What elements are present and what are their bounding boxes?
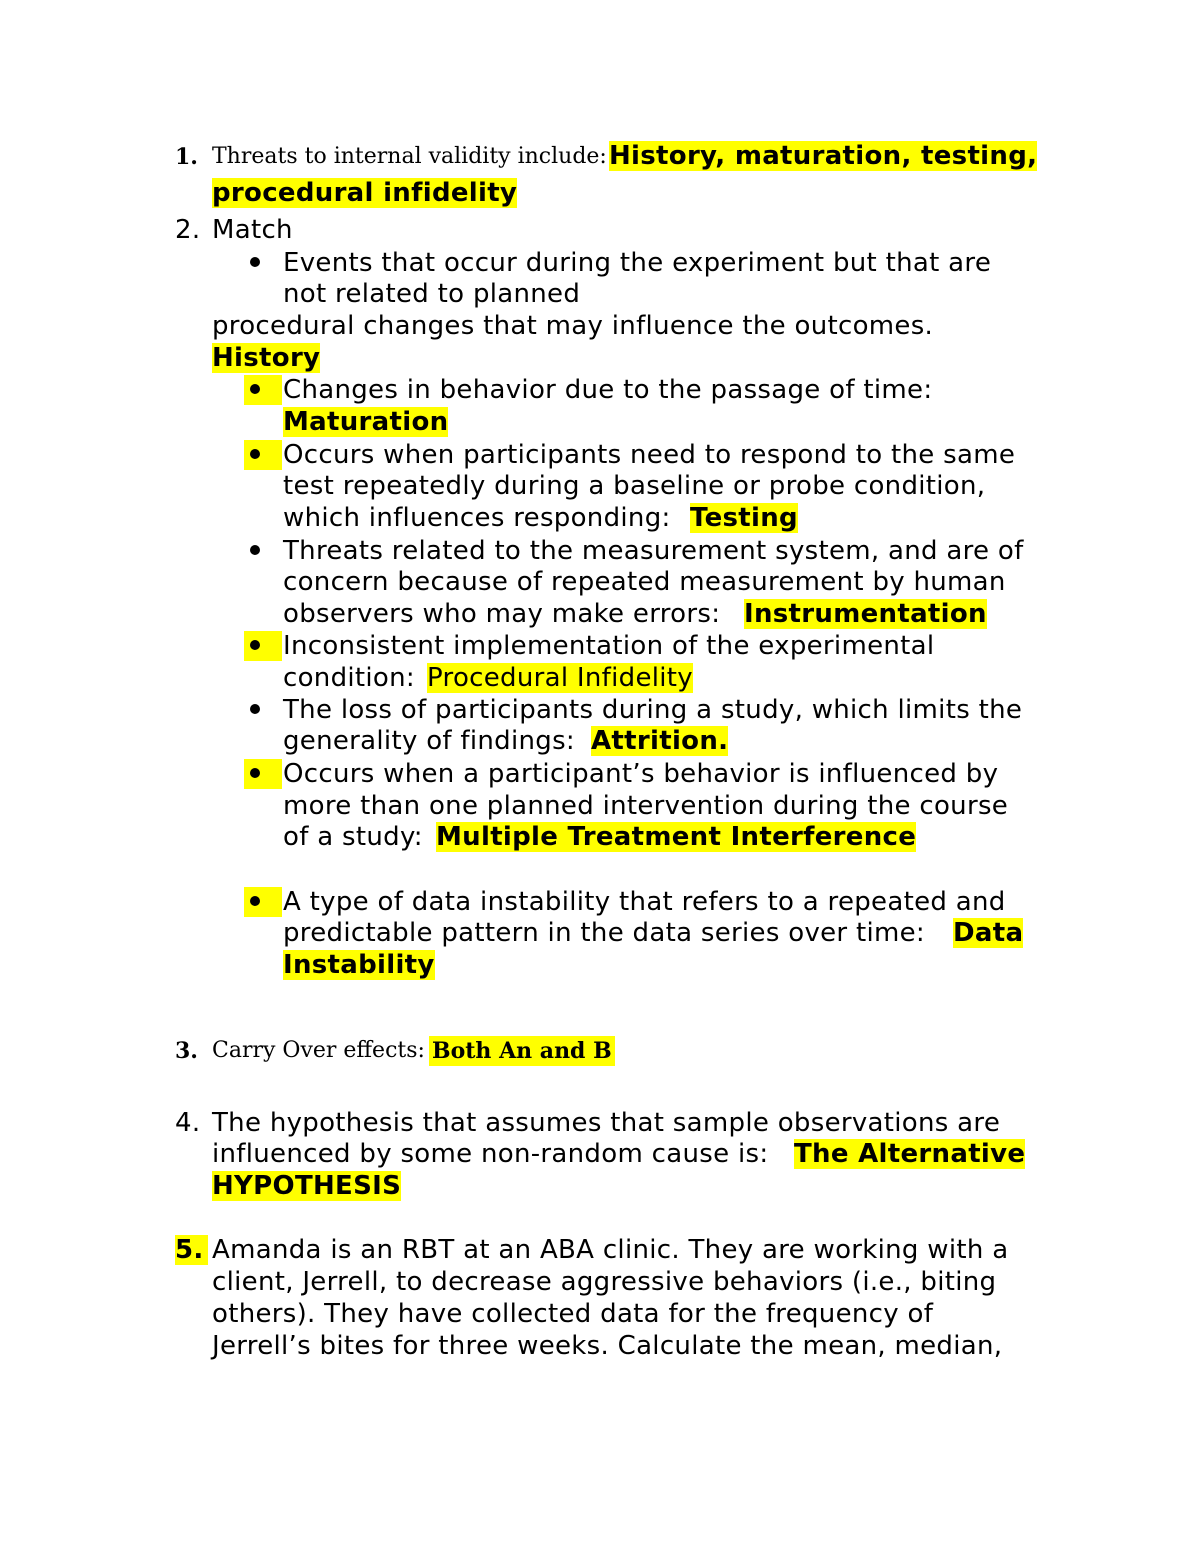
answer-highlight: Instrumentation — [744, 599, 987, 629]
answer-highlight: History, maturation, testing, — [609, 141, 1038, 171]
question-number: 1. — [175, 144, 198, 170]
bullet-icon — [244, 248, 282, 278]
item-text: Occurs when a participant’s behavior is influenced by — [283, 759, 999, 789]
bullet-icon — [244, 375, 282, 405]
item-text: condition: — [283, 663, 415, 693]
answer-highlight: Testing — [690, 503, 798, 533]
question-prompt: Carry Over effects: — [212, 1038, 425, 1063]
answer-highlight: Attrition. — [591, 726, 729, 756]
question-text: The hypothesis that assumes that sample observations are — [212, 1108, 1001, 1138]
question-number: 4. — [175, 1108, 201, 1138]
item-text: generality of findings: — [283, 726, 575, 756]
question-text: Amanda is an RBT at an ABA clinic. They are working with a — [212, 1235, 1009, 1265]
question-number: 2. — [175, 215, 201, 245]
bullet-icon — [244, 887, 282, 917]
item-text: of a study: — [283, 822, 423, 852]
item-text: test repeatedly during a baseline or probe condition, — [283, 471, 986, 501]
item-text: concern because of repeated measurement by human — [283, 567, 1006, 597]
answer-highlight: Both An and B — [429, 1036, 615, 1066]
item-text: Events that occur during the experiment but that are — [283, 248, 992, 278]
question-text: Jerrell’s bites for three weeks. Calculate the mean, median, — [212, 1331, 1003, 1361]
question-number: 5. — [175, 1235, 208, 1265]
answer-highlight: Procedural Infidelity — [427, 663, 693, 693]
item-text: Inconsistent implementation of the experimental — [283, 631, 935, 661]
question-prompt: Threats to internal validity include: — [212, 144, 607, 169]
bullet-icon — [244, 695, 282, 725]
answer-highlight: History — [212, 343, 321, 373]
question-text: client, Jerrell, to decrease aggressive behaviors (i.e., biting — [212, 1267, 997, 1297]
question-text: others). They have collected data for the frequency of — [212, 1299, 934, 1329]
question-text: influenced by some non-random cause is: — [212, 1139, 769, 1169]
question-label: Match — [212, 215, 293, 245]
answer-highlight: Maturation — [283, 407, 449, 437]
item-text: Changes in behavior due to the passage of time: — [283, 375, 933, 405]
item-text: predictable pattern in the data series over time: — [283, 918, 925, 948]
item-text: procedural changes that may influence the outcomes. — [212, 311, 934, 341]
item-text: Occurs when participants need to respond to the same — [283, 440, 1016, 470]
item-text: which influences responding: — [283, 503, 671, 533]
question-number: 3. — [175, 1038, 198, 1064]
item-text: The loss of participants during a study, which limits the — [283, 695, 1023, 725]
answer-highlight: Instability — [283, 950, 435, 980]
bullet-icon — [244, 759, 282, 789]
answer-highlight: procedural infidelity — [212, 178, 518, 208]
item-text: more than one planned intervention during the course — [283, 791, 1009, 821]
item-text: not related to planned — [283, 279, 581, 309]
item-text: Threats related to the measurement system, and are of — [283, 536, 1024, 566]
item-text: observers who may make errors: — [283, 599, 721, 629]
answer-highlight: Data — [953, 918, 1024, 948]
bullet-icon — [244, 440, 282, 470]
bullet-icon — [244, 631, 282, 661]
answer-highlight: HYPOTHESIS — [212, 1171, 402, 1201]
answer-highlight: Multiple Treatment Interference — [436, 822, 917, 852]
item-text: A type of data instability that refers to a repeated and — [283, 887, 1006, 917]
bullet-icon — [244, 536, 282, 566]
answer-highlight: The Alternative — [794, 1139, 1026, 1169]
